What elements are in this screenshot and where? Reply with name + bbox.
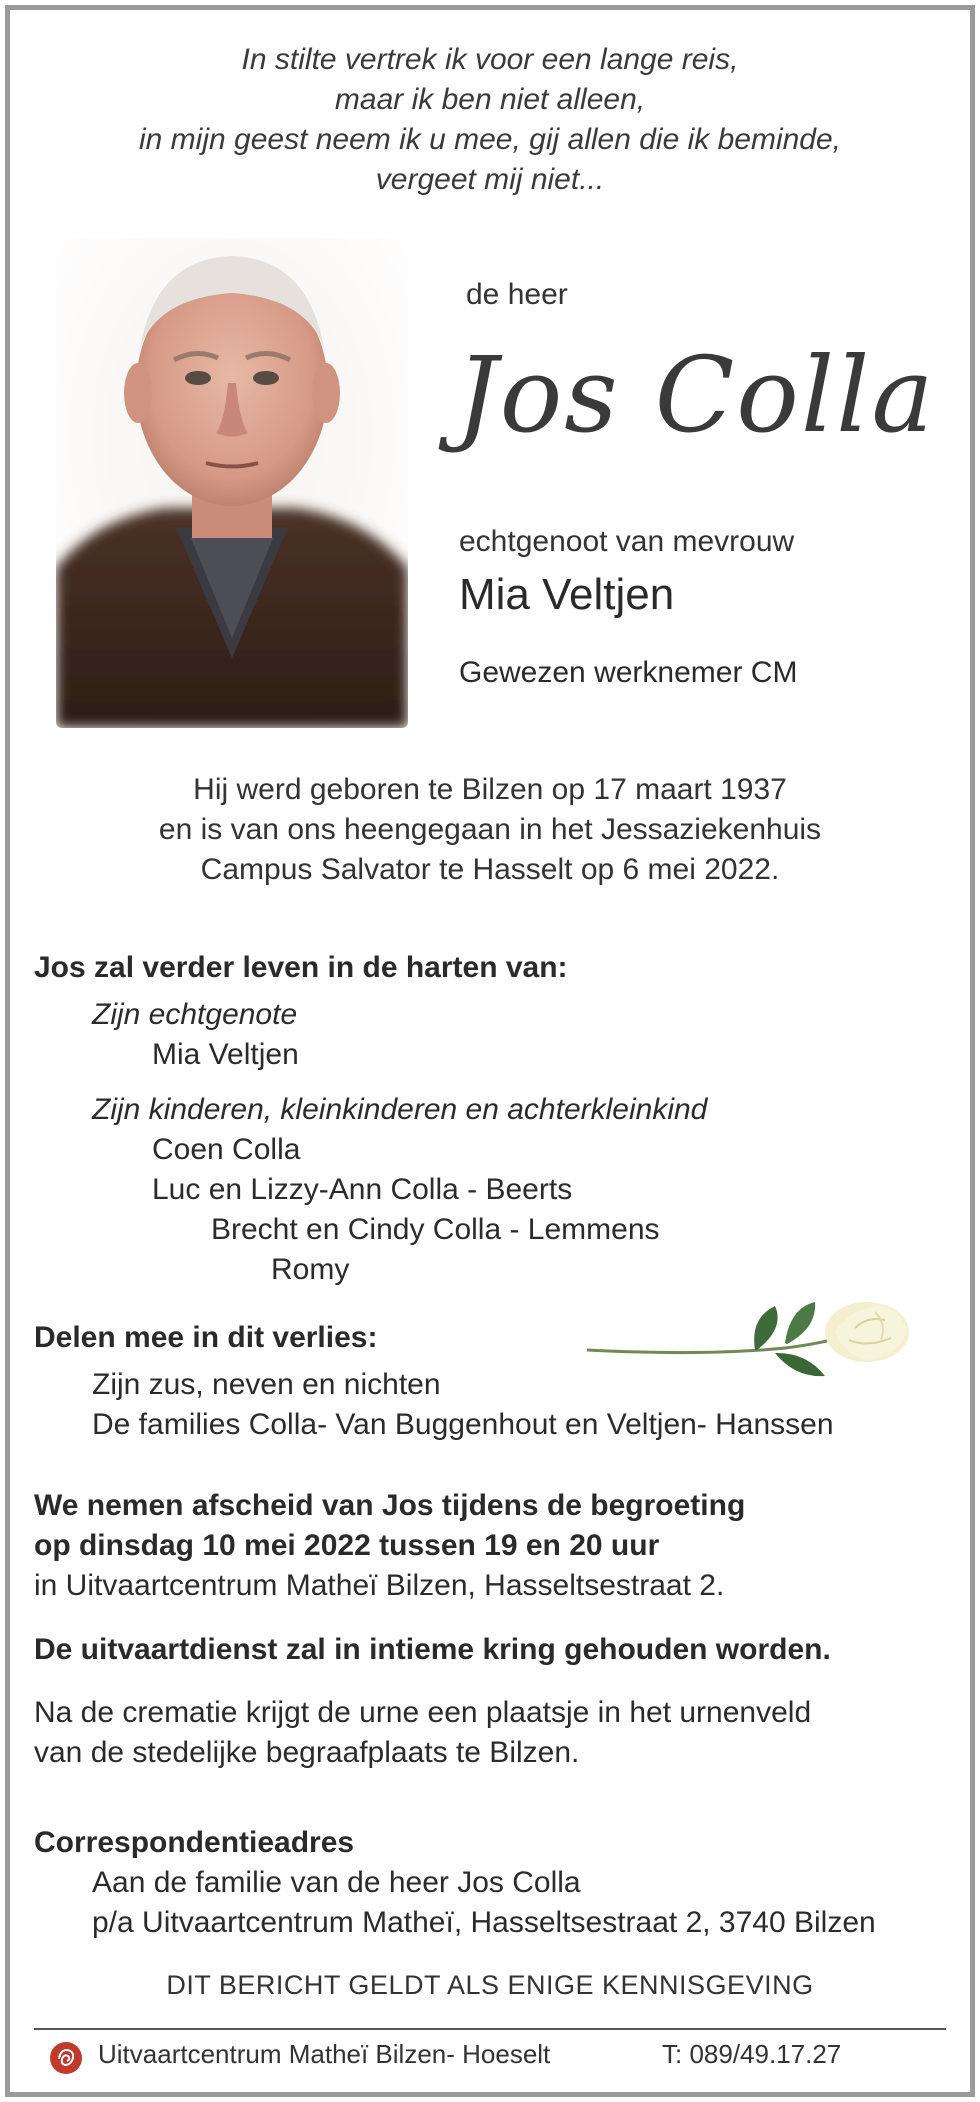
bio-line: en is van ons heengegaan in het Jessaziekenhuis	[158, 813, 822, 846]
family-spouse: Mia Veltjen	[152, 1038, 299, 1071]
poem-line: maar ik ben niet alleen,	[334, 83, 646, 116]
footer-phone: T: 089/49.17.27	[662, 2039, 842, 2069]
biography	[0, 770, 980, 890]
farewell-line: op dinsdag 10 mei 2022 tussen 19 en 20 uur	[34, 1529, 660, 1562]
spouse-label: echtgenoot van mevrouw	[459, 525, 795, 558]
poem-line: In stilte vertrek ik voor een lange reis,	[241, 43, 739, 76]
family-grandchild: Brecht en Cindy Colla - Lemmens	[211, 1213, 660, 1246]
family-child: Coen Colla	[152, 1133, 301, 1166]
deceased-name: Jos Colla	[456, 334, 936, 456]
family-heading: Jos zal verder leven in de harten van:	[34, 951, 568, 984]
bio-line: Campus Salvator te Hasselt op 6 mei 2022.	[200, 853, 780, 886]
portrait-photo	[56, 238, 408, 728]
rose-image	[585, 1298, 915, 1403]
correspondence-line: Aan de familie van de heer Jos Colla	[92, 1866, 581, 1899]
sharing-line: Zijn zus, neven en nichten	[92, 1368, 441, 1401]
notice-text: DIT BERICHT GELDT ALS ENIGE KENNISGEVING	[166, 1970, 814, 2000]
family-great-grandchild: Romy	[271, 1253, 350, 1286]
spouse-group-label: Zijn echtgenote	[92, 998, 298, 1031]
spouse-name: Mia Veltjen	[459, 570, 675, 619]
cremation-line: Na de crematie krijgt de urne een plaatsje in het urnenveld	[34, 1696, 812, 1729]
farewell-line: in Uitvaartcentrum Matheï Bilzen, Hasseltsestraat 2.	[34, 1569, 725, 1602]
bio-line: Hij werd geboren te Bilzen op 17 maart 1937	[193, 773, 787, 806]
poem-line: vergeet mij niet...	[375, 163, 605, 196]
correspondence-line: p/a Uitvaartcentrum Matheï, Hasseltsestraat 2, 3740 Bilzen	[92, 1906, 876, 1939]
correspondence-heading: Correspondentieadres	[34, 1826, 355, 1859]
sharing-line: De families Colla- Van Buggenhout en Veltjen- Hanssen	[92, 1408, 834, 1441]
sharing-heading: Delen mee in dit verlies:	[34, 1321, 378, 1354]
footer-company: Uitvaartcentrum Matheï Bilzen- Hoeselt	[98, 2039, 551, 2069]
service-note: De uitvaartdienst zal in intieme kring gehouden worden.	[34, 1633, 831, 1666]
poem	[0, 40, 980, 200]
farewell-line: We nemen afscheid van Jos tijdens de begroeting	[34, 1489, 746, 1522]
occupation: Gewezen werknemer CM	[459, 656, 798, 689]
children-group-label: Zijn kinderen, kleinkinderen en achterkleinkind	[92, 1093, 708, 1126]
footer-divider	[34, 2028, 946, 2030]
rose-logo-icon	[48, 2040, 84, 2081]
poem-line: in mijn geest neem ik u mee, gij allen die ik beminde,	[138, 123, 842, 156]
title-label: de heer	[466, 278, 568, 311]
family-child: Luc en Lizzy-Ann Colla - Beerts	[152, 1173, 573, 1206]
cremation-line: van de stedelijke begraafplaats te Bilzen.	[34, 1736, 580, 1769]
